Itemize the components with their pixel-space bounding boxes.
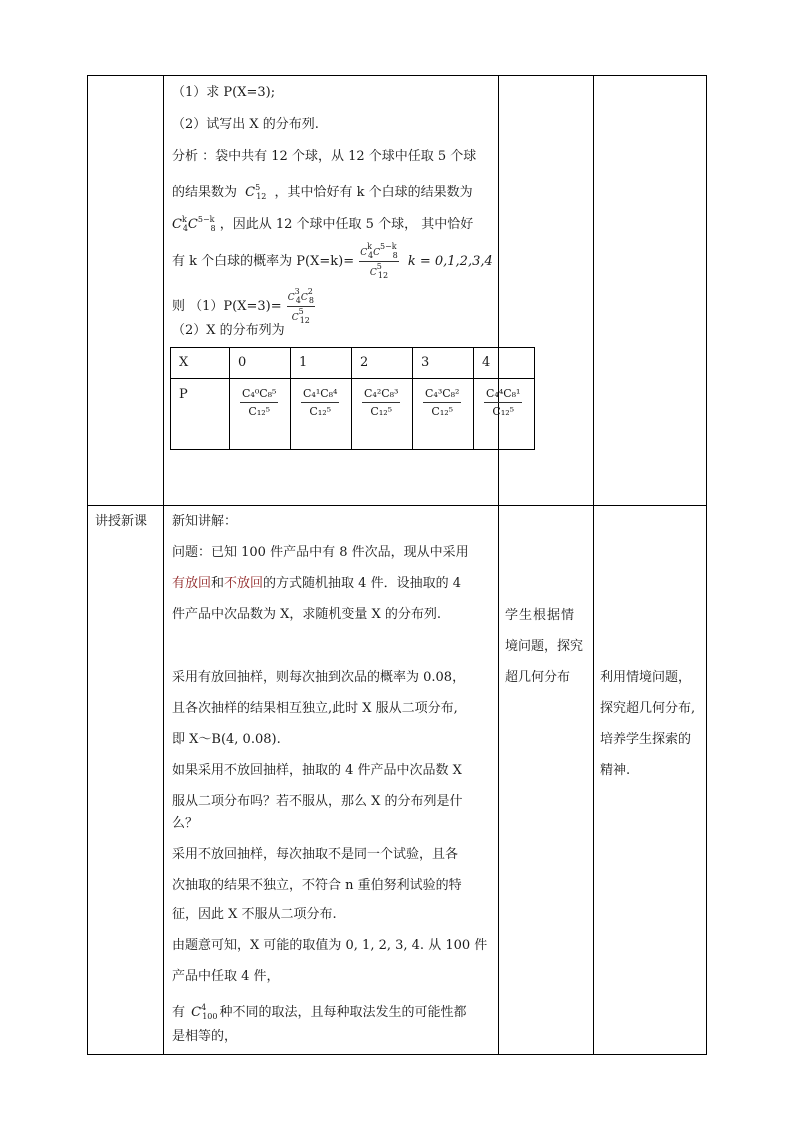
analysis-text: 的结果数为 — [172, 185, 238, 200]
with-replacement-text: 有放回 — [172, 576, 212, 591]
x-label: X — [171, 348, 230, 379]
para-3-line-2: 服从二项分布吗？若不服从，那么 X 的分布列是什 — [172, 794, 463, 809]
student-activity-1: 学生根据情 — [505, 608, 576, 623]
problem-text: 和 — [211, 576, 225, 591]
grid-line — [87, 1054, 707, 1055]
student-activity-2: 境问题，探究 — [505, 639, 584, 654]
x-value: 2 — [352, 348, 413, 379]
para-5-line-1: 由题意可知，X 可能的取值为 0, 1, 2, 3, 4. 从 100 件 — [172, 938, 488, 953]
para-2-line-3: 即 X～B(4, 0.08). — [172, 732, 281, 747]
grid-line — [706, 75, 707, 1055]
para-3-line-3: 么？ — [172, 816, 199, 831]
grid-line — [498, 75, 499, 1055]
design-intent-4: 精神. — [600, 763, 631, 778]
formula-c12-5: $C^5_{12}$ — [245, 183, 267, 201]
para-2-line-2: 且各次抽样的结果相互独立,此时 X 服从二项分布, — [172, 701, 458, 716]
p-value: $\frac{\text{C₄²C₈³}}{\text{C₁₂⁵}}$ — [352, 379, 413, 450]
x-value: 0 — [230, 348, 291, 379]
analysis-line-4 — [172, 242, 493, 281]
analysis-line-3 — [172, 210, 473, 239]
problem-text: 的方式随机抽取 4 件．设抽取的 4 — [263, 576, 461, 591]
formula-p3: $\frac{C^3_4C^2_8}{C^5_{12}}$ — [287, 287, 314, 325]
design-intent-2: 探究超几何分布, — [600, 701, 696, 716]
para-2-line-1: 采用有放回抽样，则每次抽到次品的概率为 0.08， — [172, 670, 466, 685]
grid-line — [87, 505, 707, 506]
para-4-line-3: 征，因此 X 不服从二项分布. — [172, 907, 337, 922]
analysis-text: ，因此从 12 个球中任取 5 个球， 其中恰好 — [219, 217, 474, 232]
grid-line — [593, 75, 594, 1055]
para-5-line-4: 是相等的， — [172, 1029, 238, 1044]
problem-line-2 — [172, 574, 461, 594]
analysis-text: ，其中恰好有 k 个白球的结果数为 — [274, 185, 473, 200]
distribution-table — [170, 347, 535, 450]
x-value: 1 — [291, 348, 352, 379]
p-value: $\frac{\text{C₄⁴C₈¹}}{\text{C₁₂⁵}}$ — [474, 379, 535, 450]
para-text: 种不同的取法，且每种取法发生的可能性都 — [219, 1005, 467, 1020]
grid-line — [87, 75, 88, 1055]
formula-pk: $\frac{C^k_4C^{5-k}_8}{C^5_{12}}$ — [360, 242, 398, 280]
section-title: 新知讲解： — [172, 514, 238, 529]
analysis-line-1: 分析 ：袋中共有 12 个球，从 12 个球中任取 5 个球 — [172, 149, 477, 164]
analysis-line-2 — [172, 178, 473, 207]
student-activity-3: 超几何分布 — [505, 670, 571, 685]
x-value: 3 — [413, 348, 474, 379]
design-intent-3: 培养学生探索的 — [600, 732, 692, 747]
question-2: （2）试写出 X 的分布列. — [172, 117, 319, 132]
answer-2: （2）X 的分布列为 — [172, 323, 285, 338]
grid-line — [87, 75, 707, 76]
para-3-line-1: 如果采用不放回抽样，抽取的 4 件产品中次品数 X — [172, 763, 462, 778]
p-value: $\frac{\text{C₄¹C₈⁴}}{\text{C₁₂⁵}}$ — [291, 379, 352, 450]
grid-line — [163, 75, 164, 1055]
problem-line-3: 件产品中次品数为 X，求随机变量 X 的分布列. — [172, 607, 442, 622]
question-1: （1）求 P(X=3); — [172, 85, 276, 100]
para-5-line-2: 产品中任取 4 件， — [172, 969, 280, 984]
without-replacement-text: 不放回 — [224, 576, 264, 591]
formula-ck-c8: $C^k_4C^{5-k}_8$ — [172, 215, 216, 233]
x-value: 4 — [474, 348, 535, 379]
para-4-line-2: 次抽取的结果不独立，不符合 n 重伯努利试验的特 — [172, 878, 462, 893]
k-range: k = 0,1,2,3,4 — [407, 254, 493, 269]
formula-c100-4: $C^4_{100}$ — [191, 1003, 218, 1021]
para-4-line-1: 采用不放回抽样，每次抽取不是同一个试验，且各 — [172, 847, 459, 862]
answer-text: 则 （1）P(X=3)= — [172, 299, 282, 314]
section-label: 讲授新课 — [95, 514, 148, 529]
para-text: 有 — [172, 1005, 186, 1020]
design-intent-1: 利用情境问题， — [600, 670, 692, 685]
p-label: P — [171, 379, 230, 450]
para-5-line-3 — [172, 998, 467, 1027]
problem-line-1: 问题：已知 100 件产品中有 8 件次品，现从中采用 — [172, 545, 469, 560]
p-value: $\frac{\text{C₄³C₈²}}{\text{C₁₂⁵}}$ — [413, 379, 474, 450]
p-value: $\frac{\text{C₄⁰C₈⁵}}{\text{C₁₂⁵}}$ — [230, 379, 291, 450]
analysis-text: 有 k 个白球的概率为 P(X=k)= — [172, 254, 355, 269]
